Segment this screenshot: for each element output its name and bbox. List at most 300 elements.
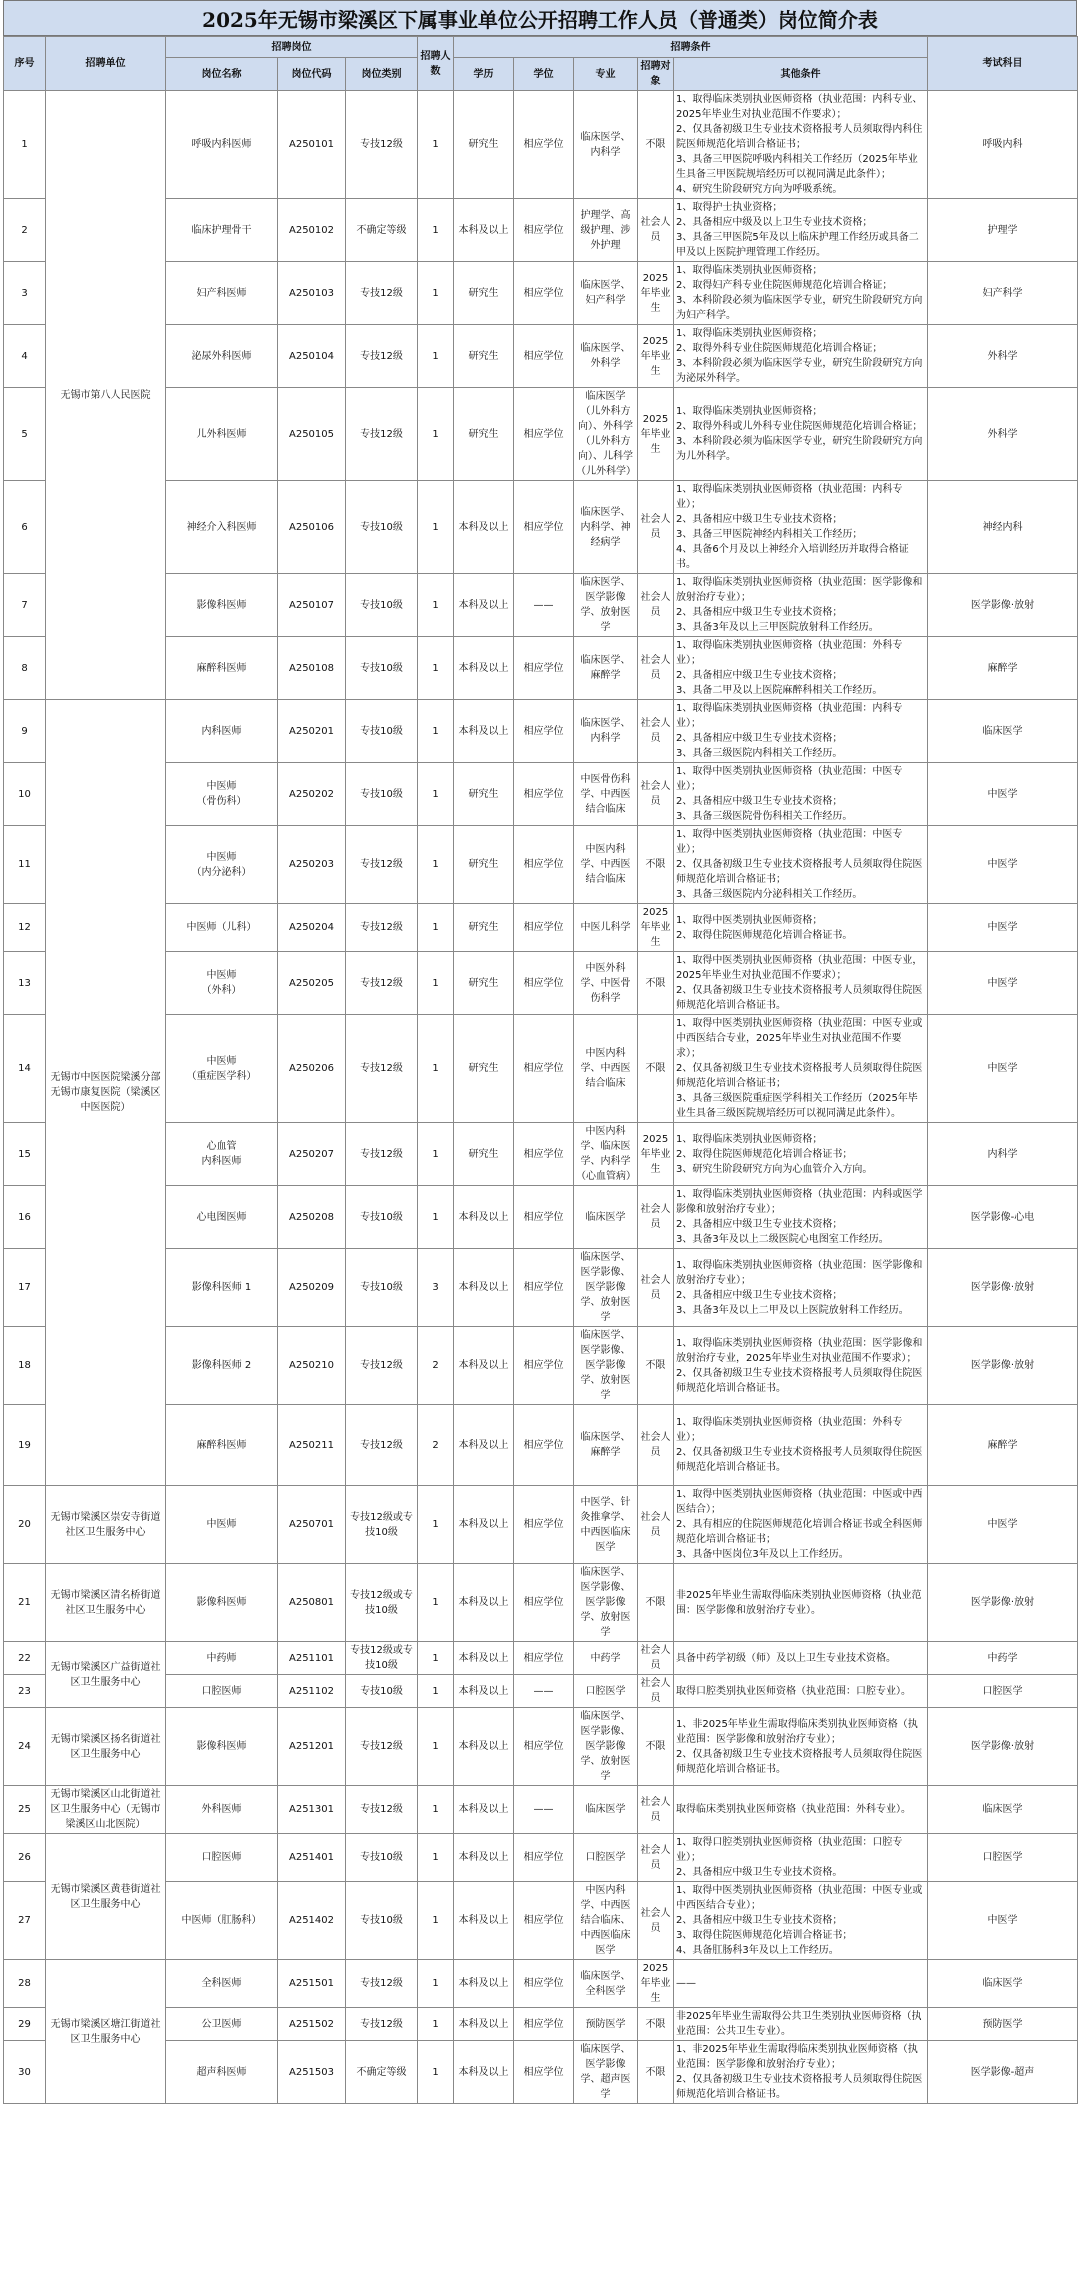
cell-edu: 本科及以上	[454, 1708, 514, 1786]
cell-target: 不限	[638, 1708, 674, 1786]
cell-edu: 本科及以上	[454, 481, 514, 574]
cell-exam: 中医学	[928, 763, 1078, 826]
cell-exam: 医学影像·放射	[928, 1708, 1078, 1786]
table-row	[4, 1675, 1078, 1708]
cell-target: 不限	[638, 826, 674, 904]
cell-target: 社会人员	[638, 481, 674, 574]
cell-pos-name: 口腔医师	[166, 1834, 278, 1882]
cell-count: 1	[418, 574, 454, 637]
cell-target: 社会人员	[638, 574, 674, 637]
cell-count: 1	[418, 325, 454, 388]
table-row	[4, 904, 1078, 952]
cell-pos-name: 全科医师	[166, 1960, 278, 2008]
cell-exam: 中医学	[928, 1486, 1078, 1564]
cell-count: 1	[418, 763, 454, 826]
cell-exam: 中医学	[928, 1882, 1078, 1960]
cell-pos-type: 专技12级	[346, 262, 418, 325]
header-unit: 招聘单位	[46, 37, 166, 91]
cell-edu: 本科及以上	[454, 1675, 514, 1708]
cell-seq: 5	[4, 388, 46, 481]
header-major: 专业	[574, 58, 638, 91]
table-row	[4, 1834, 1078, 1882]
cell-degree: 相应学位	[514, 1960, 574, 2008]
cell-other: 1、取得临床类别执业医师资格（执业范围：医学影像和放射治疗专业）； 2、具备相应中级卫生专业技术资格； 3、具备3年及以上三甲医院放射科工作经历。	[674, 574, 928, 637]
cell-pos-type: 不确定等级	[346, 199, 418, 262]
cell-unit: 无锡市梁溪区黄巷街道社区卫生服务中心	[46, 1834, 166, 1960]
cell-seq: 26	[4, 1834, 46, 1882]
cell-exam: 医学影像·放射	[928, 1564, 1078, 1642]
cell-pos-name: 麻醉科医师	[166, 637, 278, 700]
cell-count: 1	[418, 952, 454, 1015]
cell-pos-code: A250108	[278, 637, 346, 700]
table-row	[4, 91, 1078, 199]
cell-degree: 相应学位	[514, 826, 574, 904]
cell-pos-code: A251201	[278, 1708, 346, 1786]
cell-pos-code: A250105	[278, 388, 346, 481]
cell-major: 临床医学、外科学	[574, 325, 638, 388]
cell-target: 不限	[638, 91, 674, 199]
cell-exam: 医学影像-心电	[928, 1186, 1078, 1249]
cell-pos-code: A250209	[278, 1249, 346, 1327]
cell-edu: 本科及以上	[454, 1249, 514, 1327]
cell-other: 1、取得中医类别执业医师资格（执业范围：中医专业）； 2、仅具备初级卫生专业技术资格报考人员须取得住院医师规范化培训合格证书； 3、具备三级医院内分泌科相关工作经历。	[674, 826, 928, 904]
cell-count: 1	[418, 262, 454, 325]
table-row	[4, 1708, 1078, 1786]
cell-major: 临床医学、医学影像、医学影像学、放射医学	[574, 1327, 638, 1405]
cell-pos-name: 内科医师	[166, 700, 278, 763]
cell-pos-code: A250202	[278, 763, 346, 826]
cell-seq: 23	[4, 1675, 46, 1708]
cell-pos-type: 专技12级	[346, 1708, 418, 1786]
cell-pos-type: 专技10级	[346, 1882, 418, 1960]
cell-pos-name: 妇产科医师	[166, 262, 278, 325]
cell-pos-code: A250203	[278, 826, 346, 904]
table-row	[4, 1405, 1078, 1486]
cell-other: 1、取得临床类别执业医师资格； 2、取得妇产科专业住院医师规范化培训合格证； 3、本科阶段必须为临床医学专业，研究生阶段研究方向为妇产科学。	[674, 262, 928, 325]
cell-degree: 相应学位	[514, 1486, 574, 1564]
cell-edu: 研究生	[454, 1015, 514, 1123]
cell-seq: 10	[4, 763, 46, 826]
cell-count: 1	[418, 700, 454, 763]
cell-edu: 研究生	[454, 262, 514, 325]
cell-edu: 本科及以上	[454, 2041, 514, 2104]
cell-other: 1、取得临床类别执业医师资格（执业范围：内科专业）； 2、具备相应中级卫生专业技术资格； 3、具备三甲医院神经内科相关工作经历； 4、具备6个月及以上神经介入培训经历并取得合格证书。	[674, 481, 928, 574]
cell-seq: 11	[4, 826, 46, 904]
cell-count: 1	[418, 481, 454, 574]
cell-exam: 临床医学	[928, 700, 1078, 763]
header-pos-name: 岗位名称	[166, 58, 278, 91]
table-row	[4, 1186, 1078, 1249]
cell-other: 取得临床类别执业医师资格（执业范围：外科专业）。	[674, 1786, 928, 1834]
cell-unit: 无锡市梁溪区广益街道社区卫生服务中心	[46, 1642, 166, 1708]
cell-other: 非2025年毕业生需取得临床类别执业医师资格（执业范围：医学影像和放射治疗专业）。	[674, 1564, 928, 1642]
cell-pos-type: 专技12级	[346, 1015, 418, 1123]
cell-pos-type: 专技12级	[346, 388, 418, 481]
cell-count: 1	[418, 1708, 454, 1786]
cell-pos-code: A251402	[278, 1882, 346, 1960]
cell-other: 1、取得临床类别执业医师资格（执业范围：外科专业）； 2、仅具备初级卫生专业技术资格报考人员须取得住院医师规范化培训合格证书。	[674, 1405, 928, 1486]
cell-other: 1、取得临床类别执业医师资格； 2、取得住院医师规范化培训合格证书； 3、研究生阶段研究方向为心血管介入方向。	[674, 1123, 928, 1186]
cell-seq: 24	[4, 1708, 46, 1786]
cell-exam: 内科学	[928, 1123, 1078, 1186]
cell-pos-type: 专技10级	[346, 637, 418, 700]
cell-pos-type: 专技12级或专技10级	[346, 1564, 418, 1642]
cell-degree: 相应学位	[514, 1015, 574, 1123]
cell-pos-name: 心电图医师	[166, 1186, 278, 1249]
cell-major: 临床医学、麻醉学	[574, 1405, 638, 1486]
cell-pos-code: A251501	[278, 1960, 346, 2008]
cell-edu: 本科及以上	[454, 1486, 514, 1564]
cell-major: 临床医学（儿外科方向）、外科学（儿外科方向）、儿科学（儿外科学）	[574, 388, 638, 481]
header-exam: 考试科目	[928, 37, 1078, 91]
cell-count: 2	[418, 1327, 454, 1405]
cell-target: 社会人员	[638, 637, 674, 700]
table-row	[4, 637, 1078, 700]
cell-count: 1	[418, 2041, 454, 2104]
cell-pos-name: 影像科医师 2	[166, 1327, 278, 1405]
cell-degree: 相应学位	[514, 1186, 574, 1249]
cell-edu: 研究生	[454, 952, 514, 1015]
cell-pos-name: 中医师 （内分泌科）	[166, 826, 278, 904]
header-other: 其他条件	[674, 58, 928, 91]
cell-pos-code: A250206	[278, 1015, 346, 1123]
cell-pos-code: A250205	[278, 952, 346, 1015]
cell-degree: 相应学位	[514, 1642, 574, 1675]
cell-edu: 本科及以上	[454, 1564, 514, 1642]
cell-other: ——	[674, 1960, 928, 2008]
cell-pos-type: 专技12级	[346, 1123, 418, 1186]
cell-degree: 相应学位	[514, 1123, 574, 1186]
cell-major: 中医内科学、中西医结合临床	[574, 826, 638, 904]
cell-target: 2025年毕业生	[638, 904, 674, 952]
table-row	[4, 952, 1078, 1015]
cell-degree: 相应学位	[514, 91, 574, 199]
cell-unit: 无锡市第八人民医院	[46, 91, 166, 700]
table-row	[4, 763, 1078, 826]
cell-pos-name: 中医师 （外科）	[166, 952, 278, 1015]
cell-major: 中医外科学、中医骨伤科学	[574, 952, 638, 1015]
cell-exam: 中医学	[928, 826, 1078, 904]
table-row	[4, 700, 1078, 763]
cell-other: 1、取得中医类别执业医师资格（执业范围：中医专业）； 2、具备相应中级卫生专业技术资格； 3、具备三级医院骨伤科相关工作经历。	[674, 763, 928, 826]
cell-major: 临床医学	[574, 1186, 638, 1249]
cell-seq: 3	[4, 262, 46, 325]
header-degree: 学位	[514, 58, 574, 91]
cell-other: 非2025年毕业生需取得公共卫生类别执业医师资格（执业范围：公共卫生专业）。	[674, 2008, 928, 2041]
cell-major: 临床医学、内科学	[574, 700, 638, 763]
cell-pos-type: 专技12级	[346, 2008, 418, 2041]
table-row	[4, 388, 1078, 481]
cell-seq: 12	[4, 904, 46, 952]
cell-degree: 相应学位	[514, 199, 574, 262]
cell-exam: 麻醉学	[928, 637, 1078, 700]
table-row	[4, 1327, 1078, 1405]
cell-major: 临床医学、麻醉学	[574, 637, 638, 700]
cell-pos-code: A250102	[278, 199, 346, 262]
cell-seq: 9	[4, 700, 46, 763]
cell-seq: 8	[4, 637, 46, 700]
cell-pos-type: 专技12级	[346, 826, 418, 904]
cell-exam: 护理学	[928, 199, 1078, 262]
cell-pos-code: A250211	[278, 1405, 346, 1486]
cell-major: 中医儿科学	[574, 904, 638, 952]
header-edu: 学历	[454, 58, 514, 91]
cell-target: 社会人员	[638, 1834, 674, 1882]
cell-seq: 27	[4, 1882, 46, 1960]
cell-other: 1、取得临床类别执业医师资格； 2、取得外科专业住院医师规范化培训合格证； 3、本科阶段必须为临床医学专业，研究生阶段研究方向为泌尿外科学。	[674, 325, 928, 388]
cell-unit: 无锡市梁溪区扬名街道社区卫生服务中心	[46, 1708, 166, 1786]
cell-major: 临床医学、医学影像、医学影像学、放射医学	[574, 1708, 638, 1786]
cell-major: 中医内科学、中西医结合临床	[574, 1015, 638, 1123]
cell-exam: 口腔医学	[928, 1834, 1078, 1882]
cell-count: 1	[418, 1834, 454, 1882]
cell-exam: 呼吸内科	[928, 91, 1078, 199]
cell-pos-code: A250210	[278, 1327, 346, 1405]
cell-degree: ——	[514, 1675, 574, 1708]
cell-exam: 临床医学	[928, 1786, 1078, 1834]
cell-edu: 本科及以上	[454, 1960, 514, 2008]
cell-degree: 相应学位	[514, 637, 574, 700]
cell-edu: 本科及以上	[454, 1327, 514, 1405]
cell-unit: 无锡市梁溪区崇安寺街道社区卫生服务中心	[46, 1486, 166, 1564]
cell-degree: 相应学位	[514, 904, 574, 952]
cell-degree: 相应学位	[514, 1564, 574, 1642]
cell-degree: 相应学位	[514, 325, 574, 388]
cell-pos-name: 临床护理骨干	[166, 199, 278, 262]
cell-target: 不限	[638, 2041, 674, 2104]
cell-pos-code: A251301	[278, 1786, 346, 1834]
cell-exam: 中医学	[928, 952, 1078, 1015]
cell-target: 2025年毕业生	[638, 388, 674, 481]
cell-degree: 相应学位	[514, 763, 574, 826]
cell-major: 中医学、针灸推拿学、中西医临床医学	[574, 1486, 638, 1564]
cell-exam: 中药学	[928, 1642, 1078, 1675]
cell-seq: 19	[4, 1405, 46, 1486]
cell-pos-code: A251101	[278, 1642, 346, 1675]
cell-count: 1	[418, 1123, 454, 1186]
cell-major: 临床医学、医学影像学、超声医学	[574, 2041, 638, 2104]
cell-unit: 无锡市梁溪区塘江街道社区卫生服务中心	[46, 1960, 166, 2104]
cell-pos-type: 专技12级或专技10级	[346, 1642, 418, 1675]
cell-target: 社会人员	[638, 700, 674, 763]
cell-other: 1、非2025年毕业生需取得临床类别执业医师资格（执业范围：医学影像和放射治疗专业）； 2、仅具备初级卫生专业技术资格报考人员须取得住院医师规范化培训合格证书。	[674, 1708, 928, 1786]
cell-major: 临床医学、医学影像学、放射医学	[574, 574, 638, 637]
cell-pos-name: 中药师	[166, 1642, 278, 1675]
cell-other: 1、取得临床类别执业医师资格（执业范围：医学影像和放射治疗专业，2025年毕业生对执业范围不作要求）； 2、仅具备初级卫生专业技术资格报考人员须取得住院医师规范化培训合格证书。	[674, 1327, 928, 1405]
cell-pos-name: 神经介入科医师	[166, 481, 278, 574]
cell-pos-type: 专技12级或专技10级	[346, 1486, 418, 1564]
cell-pos-type: 专技12级	[346, 1960, 418, 2008]
cell-count: 1	[418, 637, 454, 700]
cell-target: 社会人员	[638, 1675, 674, 1708]
cell-pos-type: 专技12级	[346, 1786, 418, 1834]
cell-pos-type: 专技12级	[346, 1327, 418, 1405]
cell-degree: 相应学位	[514, 1834, 574, 1882]
cell-pos-name: 超声科医师	[166, 2041, 278, 2104]
cell-seq: 7	[4, 574, 46, 637]
cell-pos-code: A250701	[278, 1486, 346, 1564]
cell-pos-code: A250201	[278, 700, 346, 763]
cell-edu: 本科及以上	[454, 1405, 514, 1486]
cell-count: 1	[418, 1486, 454, 1564]
cell-count: 2	[418, 1405, 454, 1486]
cell-edu: 本科及以上	[454, 700, 514, 763]
cell-pos-name: 中医师	[166, 1486, 278, 1564]
cell-target: 不限	[638, 952, 674, 1015]
cell-degree: 相应学位	[514, 700, 574, 763]
cell-other: 1、取得临床类别执业医师资格； 2、取得外科或儿外科专业住院医师规范化培训合格证； 3、本科阶段必须为临床医学专业，研究生阶段研究方向为儿外科学。	[674, 388, 928, 481]
cell-exam: 妇产科学	[928, 262, 1078, 325]
cell-count: 1	[418, 1642, 454, 1675]
cell-pos-type: 专技12级	[346, 325, 418, 388]
cell-count: 3	[418, 1249, 454, 1327]
cell-pos-code: A250101	[278, 91, 346, 199]
cell-major: 口腔医学	[574, 1834, 638, 1882]
cell-target: 不限	[638, 1327, 674, 1405]
cell-edu: 研究生	[454, 763, 514, 826]
cell-pos-type: 专技12级	[346, 1405, 418, 1486]
table-row	[4, 199, 1078, 262]
cell-exam: 中医学	[928, 904, 1078, 952]
cell-edu: 研究生	[454, 91, 514, 199]
table-row	[4, 2041, 1078, 2104]
cell-target: 社会人员	[638, 1486, 674, 1564]
cell-target: 不限	[638, 1564, 674, 1642]
cell-pos-type: 专技10级	[346, 1675, 418, 1708]
cell-edu: 研究生	[454, 325, 514, 388]
table-row	[4, 2008, 1078, 2041]
cell-degree: 相应学位	[514, 388, 574, 481]
cell-exam: 麻醉学	[928, 1405, 1078, 1486]
cell-target: 社会人员	[638, 1882, 674, 1960]
cell-exam: 外科学	[928, 325, 1078, 388]
cell-target: 社会人员	[638, 1405, 674, 1486]
cell-major: 中医骨伤科学、中西医结合临床	[574, 763, 638, 826]
cell-pos-name: 儿外科医师	[166, 388, 278, 481]
cell-pos-name: 呼吸内科医师	[166, 91, 278, 199]
cell-pos-code: A250207	[278, 1123, 346, 1186]
cell-other: 具备中药学初级（师）及以上卫生专业技术资格。	[674, 1642, 928, 1675]
table-row	[4, 826, 1078, 904]
cell-other: 1、取得临床类别执业医师资格（执业范围：内科或医学影像和放射治疗专业）； 2、具备相应中级卫生专业技术资格； 3、具备3年及以上二级医院心电图室工作经历。	[674, 1186, 928, 1249]
cell-major: 临床医学、全科医学	[574, 1960, 638, 2008]
header-seq: 序号	[4, 37, 46, 91]
cell-target: 社会人员	[638, 1786, 674, 1834]
cell-count: 1	[418, 199, 454, 262]
cell-target: 社会人员	[638, 1249, 674, 1327]
cell-other: 1、取得中医类别执业医师资格（执业范围：中医或中西医结合）； 2、具有相应的住院医师规范化培训合格证书或全科医师规范化培训合格证书； 3、具备中医岗位3年及以上工作经历。	[674, 1486, 928, 1564]
cell-pos-name: 中医师（肛肠科）	[166, 1882, 278, 1960]
table-row	[4, 1486, 1078, 1564]
cell-degree: 相应学位	[514, 1882, 574, 1960]
cell-pos-name: 口腔医师	[166, 1675, 278, 1708]
table-row	[4, 481, 1078, 574]
cell-seq: 1	[4, 91, 46, 199]
cell-degree: 相应学位	[514, 1327, 574, 1405]
cell-seq: 28	[4, 1960, 46, 2008]
cell-seq: 22	[4, 1642, 46, 1675]
header-pos-code: 岗位代码	[278, 58, 346, 91]
cell-count: 1	[418, 388, 454, 481]
cell-seq: 13	[4, 952, 46, 1015]
cell-exam: 口腔医学	[928, 1675, 1078, 1708]
cell-target: 社会人员	[638, 1186, 674, 1249]
cell-edu: 本科及以上	[454, 199, 514, 262]
cell-pos-type: 专技10级	[346, 481, 418, 574]
cell-pos-type: 专技12级	[346, 952, 418, 1015]
positions-table	[3, 36, 1078, 2104]
table-row	[4, 1015, 1078, 1123]
cell-exam: 医学影像·放射	[928, 574, 1078, 637]
cell-count: 1	[418, 1786, 454, 1834]
cell-count: 1	[418, 1015, 454, 1123]
cell-target: 社会人员	[638, 763, 674, 826]
cell-pos-name: 心血管 内科医师	[166, 1123, 278, 1186]
page-title: 2025年无锡市梁溪区下属事业单位公开招聘工作人员（普通类）岗位简介表	[3, 0, 1077, 36]
cell-count: 1	[418, 1675, 454, 1708]
cell-other: 1、取得中医类别执业医师资格（执业范围：中医专业或中西医结合专业，2025年毕业生对执业范围不作要求）； 2、仅具备初级卫生专业技术资格报考人员须取得住院医师规范化培训合格证书； 3、具备三级医院重症医学科相关工作经历（2025年毕业生具备三级医院规培经历可以视同满足此条件）。	[674, 1015, 928, 1123]
cell-major: 护理学、高级护理、涉外护理	[574, 199, 638, 262]
cell-edu: 本科及以上	[454, 1786, 514, 1834]
table-row	[4, 325, 1078, 388]
cell-other: 1、取得中医类别执业医师资格（执业范围：中医专业，2025年毕业生对执业范围不作要求）； 2、仅具备初级卫生专业技术资格报考人员须取得住院医师规范化培训合格证书。	[674, 952, 928, 1015]
cell-degree: ——	[514, 574, 574, 637]
cell-degree: 相应学位	[514, 2041, 574, 2104]
table-row	[4, 1123, 1078, 1186]
cell-pos-name: 公卫医师	[166, 2008, 278, 2041]
cell-target: 2025年毕业生	[638, 1123, 674, 1186]
cell-pos-type: 专技12级	[346, 91, 418, 199]
cell-major: 预防医学	[574, 2008, 638, 2041]
cell-other: 取得口腔类别执业医师资格（执业范围：口腔专业）。	[674, 1675, 928, 1708]
cell-target: 社会人员	[638, 1642, 674, 1675]
cell-pos-name: 影像科医师 1	[166, 1249, 278, 1327]
cell-major: 临床医学、医学影像、医学影像学、放射医学	[574, 1249, 638, 1327]
cell-target: 2025年毕业生	[638, 325, 674, 388]
cell-edu: 本科及以上	[454, 1882, 514, 1960]
cell-edu: 本科及以上	[454, 1834, 514, 1882]
cell-seq: 4	[4, 325, 46, 388]
cell-edu: 研究生	[454, 826, 514, 904]
cell-degree: 相应学位	[514, 2008, 574, 2041]
cell-pos-code: A250104	[278, 325, 346, 388]
cell-count: 1	[418, 1186, 454, 1249]
cell-target: 不限	[638, 2008, 674, 2041]
cell-pos-name: 泌尿外科医师	[166, 325, 278, 388]
cell-other: 1、取得中医类别执业医师资格（执业范围：中医专业或中西医结合专业）； 2、具备相应中级卫生专业技术资格； 3、取得住院医师规范化培训合格证书； 4、具备肛肠科3年及以上工作经历。	[674, 1882, 928, 1960]
cell-major: 临床医学、妇产科学	[574, 262, 638, 325]
cell-pos-code: A251401	[278, 1834, 346, 1882]
table-row	[4, 262, 1078, 325]
cell-major: 口腔医学	[574, 1675, 638, 1708]
cell-other: 1、取得护士执业资格； 2、具备相应中级及以上卫生专业技术资格； 3、具备三甲医院5年及以上临床护理工作经历或具备二甲及以上医院护理管理工作经历。	[674, 199, 928, 262]
cell-pos-name: 影像科医师	[166, 1564, 278, 1642]
cell-pos-name: 影像科医师	[166, 1708, 278, 1786]
cell-pos-code: A251503	[278, 2041, 346, 2104]
cell-seq: 14	[4, 1015, 46, 1123]
cell-pos-name: 影像科医师	[166, 574, 278, 637]
cell-count: 1	[418, 1564, 454, 1642]
cell-pos-code: A250103	[278, 262, 346, 325]
table-row	[4, 1960, 1078, 2008]
cell-pos-type: 专技12级	[346, 904, 418, 952]
cell-seq: 29	[4, 2008, 46, 2041]
cell-count: 1	[418, 904, 454, 952]
cell-edu: 本科及以上	[454, 2008, 514, 2041]
cell-seq: 18	[4, 1327, 46, 1405]
cell-seq: 21	[4, 1564, 46, 1642]
cell-target: 社会人员	[638, 199, 674, 262]
